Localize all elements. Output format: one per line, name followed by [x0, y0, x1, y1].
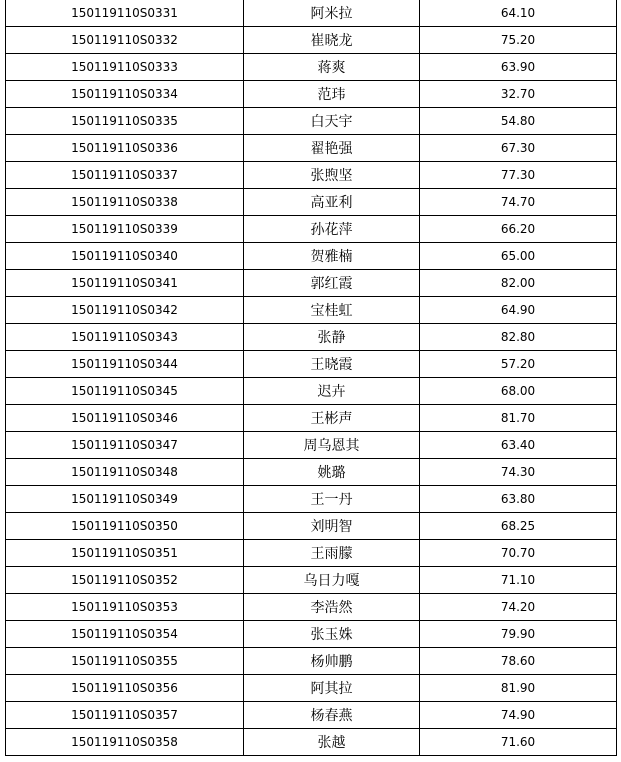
table-row — [6, 729, 617, 756]
exam-id-cell: 150119110S0337 — [6, 162, 244, 189]
score-cell: 77.30 — [420, 162, 617, 189]
table-row — [6, 162, 617, 189]
exam-id-cell: 150119110S0351 — [6, 540, 244, 567]
exam-id-cell: 150119110S0343 — [6, 324, 244, 351]
name-cell: 刘明智 — [244, 513, 420, 540]
name-cell: 张煦坚 — [244, 162, 420, 189]
exam-id-cell: 150119110S0333 — [6, 54, 244, 81]
name-cell: 张玉姝 — [244, 621, 420, 648]
table-row — [6, 351, 617, 378]
score-cell: 81.90 — [420, 675, 617, 702]
score-cell: 64.10 — [420, 0, 617, 27]
name-cell: 王彬声 — [244, 405, 420, 432]
name-cell: 杨帅鹏 — [244, 648, 420, 675]
table-row — [6, 297, 617, 324]
score-cell: 70.70 — [420, 540, 617, 567]
exam-id-cell: 150119110S0349 — [6, 486, 244, 513]
table-row — [6, 513, 617, 540]
name-cell: 翟艳强 — [244, 135, 420, 162]
name-cell: 姚璐 — [244, 459, 420, 486]
table-row — [6, 216, 617, 243]
exam-id-cell: 150119110S0340 — [6, 243, 244, 270]
score-cell: 54.80 — [420, 108, 617, 135]
exam-id-cell: 150119110S0348 — [6, 459, 244, 486]
table-row — [6, 648, 617, 675]
score-cell: 57.20 — [420, 351, 617, 378]
table-row — [6, 459, 617, 486]
score-cell: 79.90 — [420, 621, 617, 648]
table-row — [6, 0, 617, 27]
score-cell: 64.90 — [420, 297, 617, 324]
score-cell: 32.70 — [420, 81, 617, 108]
table-row — [6, 189, 617, 216]
score-cell: 71.60 — [420, 729, 617, 756]
exam-id-cell: 150119110S0345 — [6, 378, 244, 405]
exam-id-cell: 150119110S0356 — [6, 675, 244, 702]
table-row — [6, 594, 617, 621]
exam-id-cell: 150119110S0341 — [6, 270, 244, 297]
exam-id-cell: 150119110S0335 — [6, 108, 244, 135]
exam-id-cell: 150119110S0346 — [6, 405, 244, 432]
exam-id-cell: 150119110S0339 — [6, 216, 244, 243]
table-row — [6, 405, 617, 432]
score-cell: 74.30 — [420, 459, 617, 486]
score-cell: 68.00 — [420, 378, 617, 405]
score-table — [5, 0, 617, 756]
score-cell: 68.25 — [420, 513, 617, 540]
table-row — [6, 324, 617, 351]
table-row — [6, 243, 617, 270]
score-cell: 71.10 — [420, 567, 617, 594]
name-cell: 白天宇 — [244, 108, 420, 135]
score-cell: 78.60 — [420, 648, 617, 675]
name-cell: 郭红霞 — [244, 270, 420, 297]
score-cell: 81.70 — [420, 405, 617, 432]
table-row — [6, 567, 617, 594]
name-cell: 张静 — [244, 324, 420, 351]
name-cell: 乌日力嘎 — [244, 567, 420, 594]
exam-id-cell: 150119110S0357 — [6, 702, 244, 729]
exam-id-cell: 150119110S0342 — [6, 297, 244, 324]
exam-id-cell: 150119110S0332 — [6, 27, 244, 54]
table-row — [6, 621, 617, 648]
table-row — [6, 54, 617, 81]
table-row — [6, 270, 617, 297]
exam-id-cell: 150119110S0354 — [6, 621, 244, 648]
exam-id-cell: 150119110S0338 — [6, 189, 244, 216]
name-cell: 孙花萍 — [244, 216, 420, 243]
table-row — [6, 81, 617, 108]
name-cell: 高亚利 — [244, 189, 420, 216]
name-cell: 张越 — [244, 729, 420, 756]
exam-id-cell: 150119110S0347 — [6, 432, 244, 459]
name-cell: 李浩然 — [244, 594, 420, 621]
exam-id-cell: 150119110S0350 — [6, 513, 244, 540]
exam-id-cell: 150119110S0336 — [6, 135, 244, 162]
score-cell: 82.00 — [420, 270, 617, 297]
name-cell: 阿米拉 — [244, 0, 420, 27]
table-row — [6, 27, 617, 54]
exam-id-cell: 150119110S0352 — [6, 567, 244, 594]
score-cell: 63.80 — [420, 486, 617, 513]
table-row — [6, 675, 617, 702]
table-row — [6, 378, 617, 405]
exam-id-cell: 150119110S0334 — [6, 81, 244, 108]
score-cell: 65.00 — [420, 243, 617, 270]
score-cell: 67.30 — [420, 135, 617, 162]
exam-id-cell: 150119110S0355 — [6, 648, 244, 675]
score-cell: 63.90 — [420, 54, 617, 81]
table-row — [6, 540, 617, 567]
table-row — [6, 108, 617, 135]
name-cell: 杨春燕 — [244, 702, 420, 729]
name-cell: 崔晓龙 — [244, 27, 420, 54]
name-cell: 王雨朦 — [244, 540, 420, 567]
exam-id-cell: 150119110S0331 — [6, 0, 244, 27]
score-cell: 74.90 — [420, 702, 617, 729]
score-cell: 66.20 — [420, 216, 617, 243]
name-cell: 迟卉 — [244, 378, 420, 405]
score-cell: 74.20 — [420, 594, 617, 621]
name-cell: 周乌恩其 — [244, 432, 420, 459]
name-cell: 王一丹 — [244, 486, 420, 513]
exam-id-cell: 150119110S0353 — [6, 594, 244, 621]
exam-id-cell: 150119110S0344 — [6, 351, 244, 378]
score-cell: 74.70 — [420, 189, 617, 216]
name-cell: 阿其拉 — [244, 675, 420, 702]
name-cell: 贺雅楠 — [244, 243, 420, 270]
table-row — [6, 432, 617, 459]
name-cell: 王晓霞 — [244, 351, 420, 378]
score-table-body — [6, 0, 617, 756]
table-row — [6, 702, 617, 729]
table-row — [6, 486, 617, 513]
name-cell: 宝桂虹 — [244, 297, 420, 324]
score-cell: 75.20 — [420, 27, 617, 54]
name-cell: 范玮 — [244, 81, 420, 108]
table-row — [6, 135, 617, 162]
score-cell: 82.80 — [420, 324, 617, 351]
score-cell: 63.40 — [420, 432, 617, 459]
exam-id-cell: 150119110S0358 — [6, 729, 244, 756]
name-cell: 蒋爽 — [244, 54, 420, 81]
